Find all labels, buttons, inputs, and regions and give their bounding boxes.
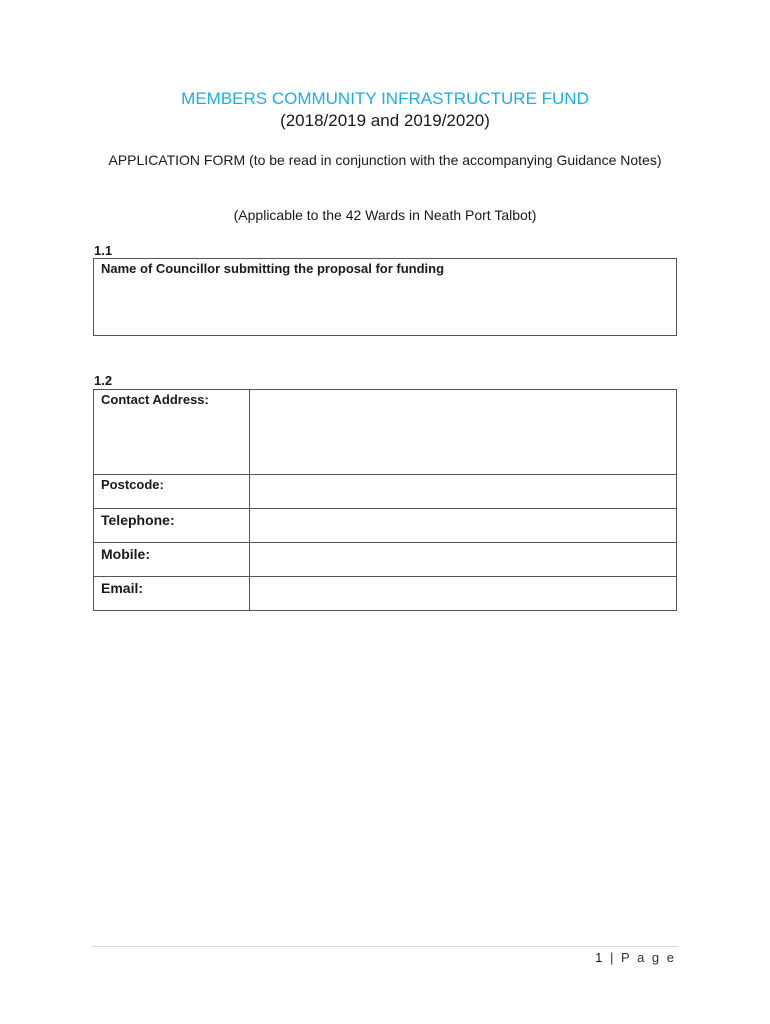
mobile-row: [94, 543, 677, 577]
email-label: Email:: [94, 577, 250, 611]
postcode-input[interactable]: [250, 475, 677, 509]
page-footer: [595, 950, 676, 965]
section-number-1-1: 1.1: [94, 243, 113, 258]
form-years: (2018/2019 and 2019/2020): [280, 111, 490, 130]
contact-details-table: [93, 389, 677, 611]
applicability-note: (Applicable to the 42 Wards in Neath Port Talbot): [233, 207, 537, 223]
email-input[interactable]: [250, 577, 677, 611]
section-number-1-2: 1.2: [94, 373, 113, 388]
postcode-row: [94, 475, 677, 509]
councillor-name-label: Name of Councillor submitting the proposal for funding: [101, 261, 445, 276]
contact-address-label: Contact Address:: [94, 390, 250, 475]
telephone-label: Telephone:: [94, 509, 250, 543]
page-separator: |: [610, 950, 616, 965]
email-row: [94, 577, 677, 611]
application-note: APPLICATION FORM (to be read in conjunction with the accompanying Guidance Notes): [108, 152, 662, 168]
footer-divider: [92, 946, 678, 947]
councillor-name-field[interactable]: [93, 258, 677, 336]
contact-address-input[interactable]: [250, 390, 677, 475]
mobile-input[interactable]: [250, 543, 677, 577]
mobile-label: Mobile:: [94, 543, 250, 577]
page-number: 1: [595, 950, 605, 965]
postcode-label: Postcode:: [94, 475, 250, 509]
telephone-row: [94, 509, 677, 543]
telephone-input[interactable]: [250, 509, 677, 543]
contact-address-row: [94, 390, 677, 475]
form-title: MEMBERS COMMUNITY INFRASTRUCTURE FUND: [181, 89, 589, 108]
page-label: P a g e: [621, 950, 676, 965]
